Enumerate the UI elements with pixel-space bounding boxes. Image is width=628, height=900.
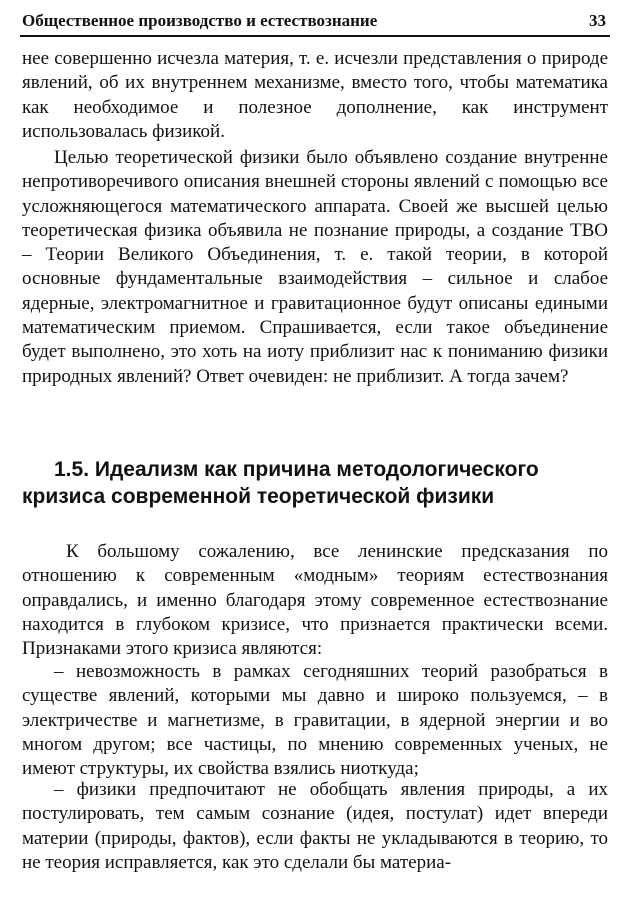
header-rule [20,35,610,37]
page-number: 33 [589,11,606,30]
section-heading [22,456,608,510]
paragraph-1: нее совершенно исчезла материя, т. е. исчезли представления о природе явлений, об их внутреннем механизме, вместо того, чтобы математика как необходимое и полезное дополнение, как инструмент использовалась физикой. [22,48,608,142]
paragraph-2: Целью теоретической физики было объявлено создание внутренне непротиворечивого описания внешней стороны явлений с помощью все усложняющегося математического аппарата. Своей же высшей целью теоретическая физика объявила не познание природы, а создание ТВО – Теории Великого Объединения, т. е. такой теории, в которой основные фундаментальные взаимодействия – сильное и слабое ядерные, электромагнитное и гравитационное будут описаны едиными математическим приемом. Спрашивается, если такое объединение будет выполнено, это хоть на иоту приблизит нас к пониманию физики природных явлений? Ответ очевиден: не приблизит. А тогда зачем? [22,147,608,387]
running-header [22,11,608,33]
section-heading-line-2: кризиса современной теоретической физики [22,485,495,508]
paragraph-5: – физики предпочитают не обобщать явления природы, а их постулировать, тем самым сознание (идея, постулат) идет впереди материи (природы, фактов), если факты не укладываются в теорию, то не теория исправляется, как это сделали бы материа- [22,779,608,873]
running-header-title: Общественное производство и естествознание [22,11,378,30]
paragraph-4: – невозможность в рамках сегодняшних теорий разобраться в существе явлений, которыми мы давно и широко пользуемся, – в электричестве и магнетизме, в гравитации, в ядерной энергии и во многом другом; все частицы, по мнению современных ученых, не имеют структуры, их свойства взялись ниоткуда; [22,661,608,780]
section-heading-line-1: 1.5. Идеализм как причина методологического [54,458,539,481]
paragraph-3: К большому сожалению, все ленинские предсказания по отношению к современным «модным» теориям естествознания оправдались, и именно благодаря этому современное естествознание находится в глубоком кризисе, что признается практически всеми. Признаками этого кризиса являются: [22,541,608,660]
